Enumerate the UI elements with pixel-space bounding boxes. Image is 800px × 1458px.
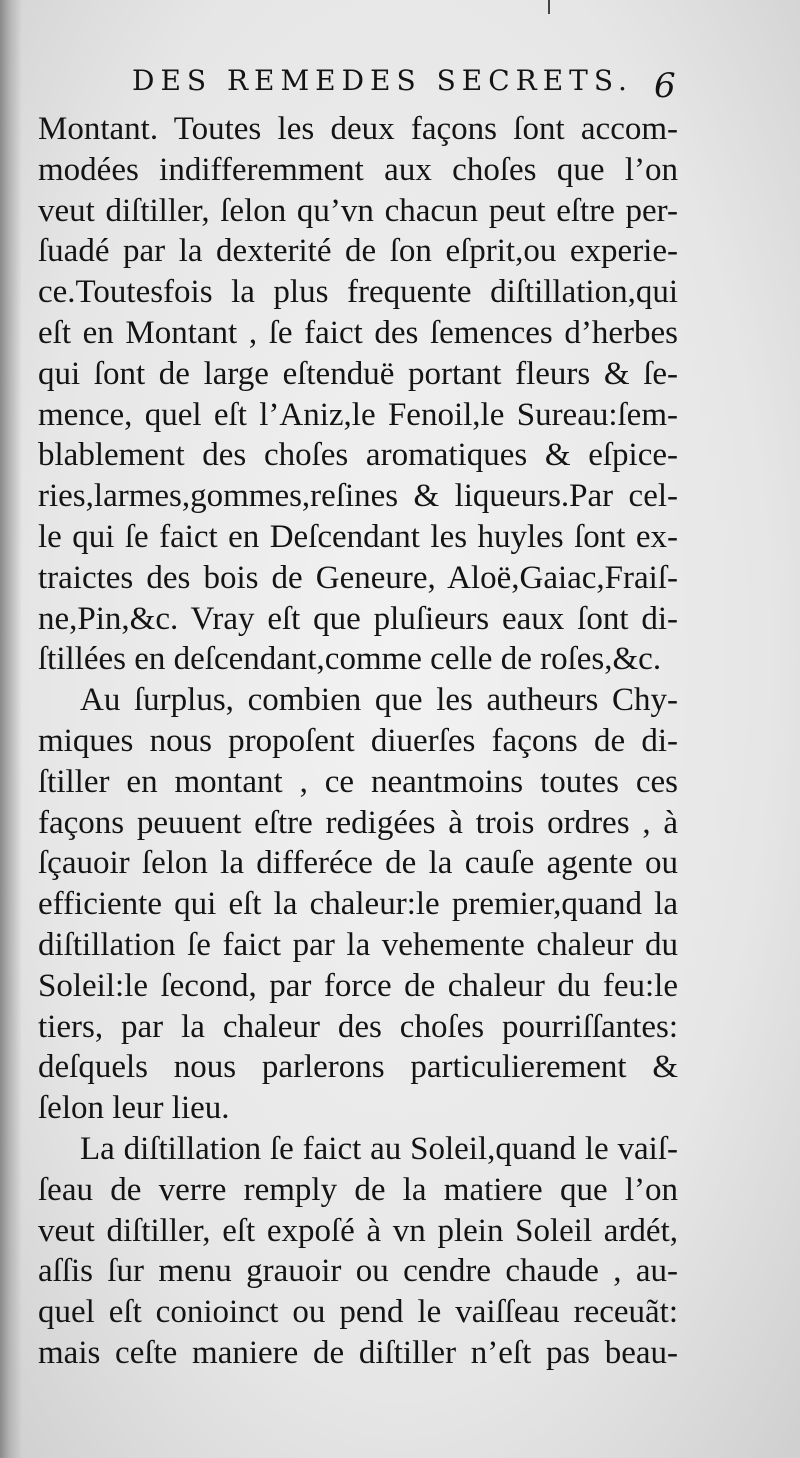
paragraph-start-line: Au ſurplus, combien que les autheurs Chy- (80, 682, 678, 719)
text-line: ſeau de verre remply de la matiere que l’on (38, 1171, 678, 1208)
page-gutter-shadow (0, 0, 22, 1458)
text-line: tiers, par la chaleur des choſes pourriſſantes: (38, 1008, 678, 1045)
text-line: eſt en Montant , ſe faict des ſemences d’herbes (38, 314, 678, 351)
running-title: DES REMEDES SECRETS. (132, 64, 633, 97)
text-line: mence, quel eſt l’Aniz,le Fenoil,le Sureau:ſem- (38, 396, 678, 433)
text-line: le qui ſe faict en Deſcendant les huyles ſont ex- (38, 518, 678, 555)
text-line: modées indifferemment aux choſes que l’on (38, 151, 678, 188)
text-line: miques nous propoſent diuerſes façons de di- (38, 722, 678, 759)
text-line: ne,Pin,&c. Vray eſt que pluſieurs eaux ſont di- (38, 600, 678, 637)
text-line: diſtillation ſe faict par la vehemente chaleur du (38, 926, 678, 963)
text-line: deſquels nous parlerons particulierement & (38, 1049, 678, 1086)
text-line: ries,larmes,gommes,reſines & liqueurs.Par cel- (38, 478, 678, 515)
text-line: blablement des choſes aromatiques & eſpice- (38, 437, 678, 474)
text-line: ſtillées en deſcendant,comme celle de roſes,&c. (38, 641, 662, 678)
text-line: qui ſont de large eſtenduë portant fleurs & ſe- (38, 355, 678, 392)
text-line: ſtiller en montant , ce neantmoins toutes ces (38, 763, 678, 800)
text-line: veut diſtiller, eſt expoſé à vn plein Soleil ardét, (38, 1212, 678, 1249)
text-line: efficiente qui eſt la chaleur:le premier,quand la (38, 886, 678, 923)
text-line: quel eſt conioinct ou pend le vaiſſeau receuãt: (38, 1294, 678, 1331)
margin-mark (548, 0, 550, 14)
text-line: Montant. Toutes les deux façons ſont accom- (38, 111, 678, 147)
text-line: traictes des bois de Geneure, Aloë,Gaiac,Fraiſ- (38, 559, 678, 596)
text-line: façons peuuent eſtre redigées à trois ordres , à (38, 804, 678, 841)
text-line: ſçauoir ſelon la differéce de la cauſe agente ou (38, 845, 678, 882)
text-line: ce.Toutesfois la plus frequente diſtillation,qui (38, 274, 678, 311)
text-line: ſelon leur lieu. (38, 1090, 230, 1127)
page-number: 6 (654, 66, 676, 106)
main-text (38, 109, 678, 1374)
paragraph-start-line: La diſtillation ſe faict au Soleil,quand le vaiſ- (80, 1130, 678, 1167)
text-line: Soleil:le ſecond, par force de chaleur du feu:le (38, 967, 678, 1004)
text-line: mais ceſte maniere de diſtiller n’eſt pas beau- (38, 1334, 678, 1371)
text-line: ſuadé par la dexterité de ſon eſprit,ou experie- (38, 233, 678, 270)
text-line: aſſis ſur menu grauoir ou cendre chaude , au- (38, 1253, 678, 1290)
text-line: veut diſtiller, ſelon qu’vn chacun peut eſtre per- (38, 192, 678, 229)
